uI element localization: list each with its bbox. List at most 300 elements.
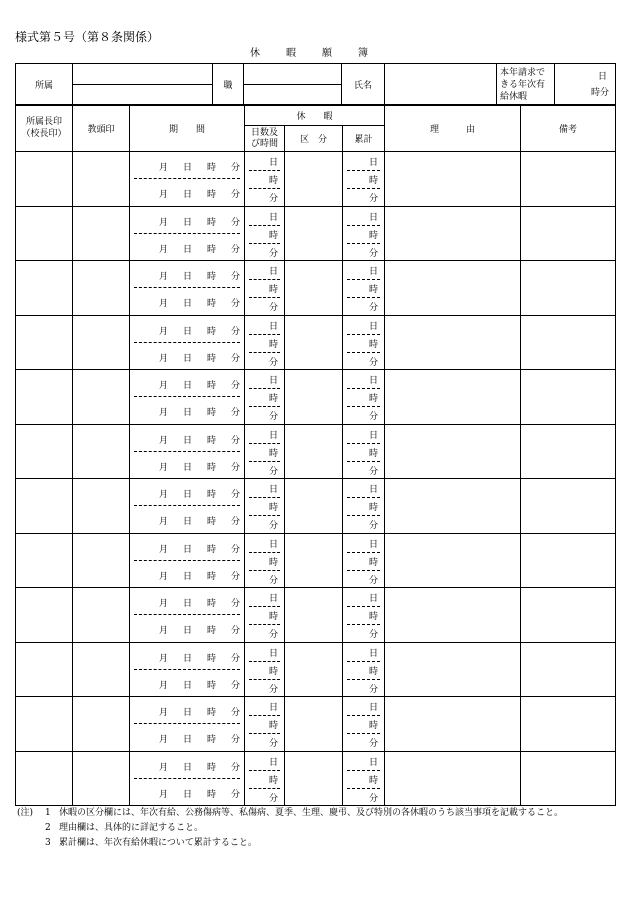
date-unit-label: 日 xyxy=(182,599,192,609)
period-start xyxy=(144,324,240,337)
period-end xyxy=(144,514,240,527)
date-unit-label: 時 xyxy=(206,326,216,337)
days-hours-cell[interactable] xyxy=(245,424,285,479)
dashed-divider xyxy=(249,497,280,498)
date-unit-label: 日 xyxy=(182,408,192,418)
category-cell[interactable] xyxy=(285,533,343,588)
date-unit-label: 時 xyxy=(206,708,216,718)
principal-seal-cell[interactable] xyxy=(16,315,73,370)
reason-cell[interactable] xyxy=(385,424,521,479)
quantity-unit-label: 日 xyxy=(268,321,278,332)
date-unit-label: 時 xyxy=(206,272,216,282)
quantity-unit-label: 分 xyxy=(268,793,278,804)
dashed-divider xyxy=(134,233,240,234)
reason-cell[interactable] xyxy=(385,479,521,534)
date-unit-label: 分 xyxy=(230,517,240,527)
dashed-divider xyxy=(249,606,280,607)
name-label: 氏名 xyxy=(342,64,385,106)
reason-header: 理 由 xyxy=(385,105,521,152)
date-unit-label: 分 xyxy=(230,626,240,636)
principal-seal-cell[interactable] xyxy=(16,533,73,588)
remarks-cell[interactable] xyxy=(521,751,616,806)
date-unit-label: 日 xyxy=(182,571,192,582)
date-unit-label: 日 xyxy=(182,163,192,173)
dashed-divider xyxy=(249,352,280,353)
principal-seal-cell[interactable] xyxy=(16,424,73,479)
date-unit-label: 分 xyxy=(230,735,240,745)
days-hours-cell[interactable] xyxy=(245,206,285,261)
date-unit-label: 分 xyxy=(230,326,240,337)
remarks-cell[interactable] xyxy=(521,424,616,479)
quantity-unit-label: 時 xyxy=(369,721,379,731)
dashed-divider xyxy=(347,515,380,516)
date-unit-label: 月 xyxy=(158,626,168,636)
date-unit-label: 日 xyxy=(182,326,192,337)
period-start xyxy=(144,269,240,282)
period-start xyxy=(144,215,240,228)
category-cell[interactable] xyxy=(285,588,343,643)
quantity-unit-label: 時 xyxy=(369,775,379,786)
days-hours-cell[interactable] xyxy=(245,533,285,588)
cumulative-cell[interactable] xyxy=(343,206,385,261)
principal-seal-header-line: （校長印） xyxy=(21,129,67,139)
category-cell[interactable] xyxy=(285,751,343,806)
period-end xyxy=(144,623,240,636)
category-cell[interactable] xyxy=(285,479,343,534)
period-cell[interactable] xyxy=(130,315,245,370)
position-field-bottom[interactable] xyxy=(244,85,342,106)
date-unit-label: 時 xyxy=(206,299,216,309)
position-field-top[interactable] xyxy=(244,64,342,85)
date-unit-label: 日 xyxy=(182,708,192,718)
date-unit-label: 月 xyxy=(158,408,168,418)
quantity-unit-label: 分 xyxy=(268,575,278,586)
period-start xyxy=(144,487,240,500)
date-unit-label: 月 xyxy=(158,571,168,582)
head-seal-cell[interactable] xyxy=(73,642,130,697)
dashed-divider xyxy=(134,451,240,452)
quantity-unit-label: 時 xyxy=(268,176,278,186)
period-cell[interactable] xyxy=(130,152,245,207)
category-cell[interactable] xyxy=(285,697,343,752)
quantity-unit-label: 日 xyxy=(268,267,278,277)
dashed-divider xyxy=(347,788,380,789)
quantity-unit-label: 日 xyxy=(369,267,379,277)
dashed-divider xyxy=(347,188,380,189)
dashed-divider xyxy=(347,606,380,607)
period-end xyxy=(144,351,240,364)
days-hours-cell[interactable] xyxy=(245,370,285,425)
principal-seal-cell[interactable] xyxy=(16,697,73,752)
category-cell[interactable] xyxy=(285,370,343,425)
dashed-divider xyxy=(347,352,380,353)
principal-seal-cell[interactable] xyxy=(16,152,73,207)
position-label: 職 xyxy=(213,64,244,106)
cumulative-cell[interactable] xyxy=(343,533,385,588)
principal-seal-cell[interactable] xyxy=(16,370,73,425)
principal-seal-cell[interactable] xyxy=(16,206,73,261)
period-start xyxy=(144,433,240,446)
period-start xyxy=(144,378,240,391)
leave-record-row xyxy=(16,261,616,316)
reason-cell[interactable] xyxy=(385,370,521,425)
quantity-unit-label: 分 xyxy=(369,248,379,259)
dashed-divider xyxy=(249,225,280,226)
affiliation-field-top[interactable] xyxy=(73,64,213,85)
quantity-unit-label: 分 xyxy=(268,521,278,531)
date-unit-label: 分 xyxy=(230,653,240,664)
date-unit-label: 時 xyxy=(206,163,216,173)
date-unit-label: 分 xyxy=(230,408,240,418)
quantity-unit-label: 分 xyxy=(268,684,278,695)
remarks-cell[interactable] xyxy=(521,206,616,261)
leave-record-row xyxy=(16,588,616,643)
remarks-cell[interactable] xyxy=(521,261,616,316)
date-unit-label: 時 xyxy=(206,735,216,745)
category-cell[interactable] xyxy=(285,424,343,479)
dashed-divider xyxy=(347,243,380,244)
principal-seal-header-line: 所属長印 xyxy=(25,117,62,127)
head-seal-cell[interactable] xyxy=(73,152,130,207)
reason-cell[interactable] xyxy=(385,206,521,261)
date-unit-label: 分 xyxy=(230,762,240,773)
remarks-cell[interactable] xyxy=(521,588,616,643)
quantity-unit-label: 日 xyxy=(268,430,278,441)
date-unit-label: 分 xyxy=(230,217,240,228)
cumulative-cell[interactable] xyxy=(343,370,385,425)
days-hours-cell[interactable] xyxy=(245,479,285,534)
period-cell[interactable] xyxy=(130,751,245,806)
quantity-unit-label: 日 xyxy=(369,321,379,332)
cumulative-cell[interactable] xyxy=(343,751,385,806)
head-seal-cell[interactable] xyxy=(73,588,130,643)
reason-cell[interactable] xyxy=(385,697,521,752)
quantity-unit-label: 分 xyxy=(369,739,379,749)
head-seal-cell[interactable] xyxy=(73,479,130,534)
dashed-divider xyxy=(249,188,280,189)
quantity-unit-label: 日 xyxy=(369,648,379,659)
category-cell[interactable] xyxy=(285,152,343,207)
title-char: 願 xyxy=(322,48,332,59)
date-unit-label: 分 xyxy=(230,299,240,309)
cumulative-header: 累計 xyxy=(343,126,385,152)
date-unit-label: 時 xyxy=(206,190,216,200)
date-unit-label: 分 xyxy=(230,599,240,609)
cumulative-cell[interactable] xyxy=(343,424,385,479)
period-start xyxy=(144,705,240,718)
affiliation-label: 所属 xyxy=(16,64,73,106)
period-start xyxy=(144,542,240,555)
quantity-unit-label: 時 xyxy=(369,612,379,622)
date-unit-label: 分 xyxy=(230,190,240,200)
date-unit-label: 月 xyxy=(158,762,168,773)
principal-seal-header xyxy=(16,105,73,152)
cumulative-cell[interactable] xyxy=(343,642,385,697)
quantity-unit-label: 分 xyxy=(369,521,379,531)
quantity-unit-label: 分 xyxy=(369,575,379,586)
quantity-unit-label: 時 xyxy=(268,448,278,459)
quantity-unit-label: 日 xyxy=(369,158,379,168)
date-unit-label: 分 xyxy=(230,244,240,255)
note-number: 1 xyxy=(45,808,51,818)
head-seal-cell[interactable] xyxy=(73,206,130,261)
cumulative-cell[interactable] xyxy=(343,479,385,534)
quantity-unit-label: 日 xyxy=(268,703,278,713)
dashed-divider xyxy=(134,287,240,288)
quantity-unit-label: 分 xyxy=(268,194,278,204)
quantity-unit-label: 日 xyxy=(369,376,379,386)
date-unit-label: 日 xyxy=(182,190,192,200)
dashed-divider xyxy=(249,552,280,553)
dashed-divider xyxy=(249,243,280,244)
date-unit-label: 時 xyxy=(206,381,216,391)
dashed-divider xyxy=(347,733,380,734)
name-field[interactable] xyxy=(385,64,497,106)
principal-seal-cell[interactable] xyxy=(16,751,73,806)
leave-record-row xyxy=(16,479,616,534)
dashed-divider xyxy=(134,723,240,724)
days-hours-header-line: び時間 xyxy=(250,138,278,149)
head-seal-cell[interactable] xyxy=(73,370,130,425)
period-cell[interactable] xyxy=(130,261,245,316)
date-unit-label: 月 xyxy=(158,680,168,691)
dashed-divider xyxy=(347,570,380,571)
date-unit-label: 日 xyxy=(182,789,192,800)
date-unit-label: 月 xyxy=(158,708,168,718)
dashed-divider xyxy=(249,170,280,171)
principal-seal-cell[interactable] xyxy=(16,479,73,534)
quantity-unit-label: 時 xyxy=(268,612,278,622)
date-unit-label: 時 xyxy=(206,789,216,800)
days-hours-header-line: 日数及 xyxy=(250,127,278,138)
quantity-unit-label: 日 xyxy=(369,703,379,713)
cumulative-cell[interactable] xyxy=(343,697,385,752)
head-seal-cell[interactable] xyxy=(73,261,130,316)
remarks-cell[interactable] xyxy=(521,642,616,697)
quantity-unit-label: 日 xyxy=(268,485,278,495)
quantity-unit-label: 時 xyxy=(369,339,379,350)
dashed-divider xyxy=(249,279,280,280)
reason-cell[interactable] xyxy=(385,315,521,370)
title-char: 簿 xyxy=(358,48,368,59)
quantity-unit-label: 分 xyxy=(268,412,278,422)
leave-record-row xyxy=(16,642,616,697)
period-header: 期 間 xyxy=(130,105,245,152)
period-start xyxy=(144,760,240,773)
date-unit-label: 日 xyxy=(182,735,192,745)
quantity-unit-label: 時 xyxy=(268,339,278,350)
dashed-divider xyxy=(347,552,380,553)
period-start xyxy=(144,596,240,609)
period-end xyxy=(144,732,240,745)
days-hours-cell[interactable] xyxy=(245,315,285,370)
period-cell[interactable] xyxy=(130,370,245,425)
dashed-divider xyxy=(134,614,240,615)
quantity-unit-label: 時 xyxy=(268,557,278,568)
date-unit-label: 日 xyxy=(182,626,192,636)
date-unit-label: 分 xyxy=(230,272,240,282)
dashed-divider xyxy=(347,170,380,171)
note-text: 休暇の区分欄には、年次有給、公務傷病等、私傷病、夏季、生理、慶弔、及び特別の各休暇のうち該当事項を記載すること。 xyxy=(59,808,564,818)
dashed-divider xyxy=(134,505,240,506)
period-cell[interactable] xyxy=(130,533,245,588)
dashed-divider xyxy=(347,388,380,389)
remarks-cell[interactable] xyxy=(521,533,616,588)
head-seal-cell[interactable] xyxy=(73,424,130,479)
principal-seal-cell[interactable] xyxy=(16,588,73,643)
dashed-divider xyxy=(347,624,380,625)
remarks-header: 備考 xyxy=(521,105,616,152)
quantity-unit-label: 時 xyxy=(268,666,278,677)
head-seal-cell[interactable] xyxy=(73,315,130,370)
days-hours-cell[interactable] xyxy=(245,588,285,643)
date-unit-label: 分 xyxy=(230,490,240,500)
date-unit-label: 日 xyxy=(182,653,192,664)
leave-record-table xyxy=(15,104,616,806)
period-cell[interactable] xyxy=(130,588,245,643)
category-cell[interactable] xyxy=(285,206,343,261)
date-unit-label: 時 xyxy=(206,462,216,473)
date-unit-label: 月 xyxy=(158,163,168,173)
cumulative-cell[interactable] xyxy=(343,261,385,316)
annual-leave-label-line: きる年次有 xyxy=(500,79,546,90)
dashed-divider xyxy=(249,624,280,625)
head-seal-cell[interactable] xyxy=(73,751,130,806)
annual-leave-value[interactable] xyxy=(555,64,616,106)
quantity-unit-label: 分 xyxy=(369,793,379,804)
remarks-cell[interactable] xyxy=(521,315,616,370)
date-unit-label: 日 xyxy=(182,680,192,691)
days-hours-cell[interactable] xyxy=(245,642,285,697)
date-unit-label: 月 xyxy=(158,462,168,473)
quantity-unit-label: 日 xyxy=(268,212,278,223)
dashed-divider xyxy=(347,770,380,771)
period-end xyxy=(144,405,240,418)
quantity-unit-label: 時 xyxy=(268,285,278,295)
dashed-divider xyxy=(347,334,380,335)
date-unit-label: 月 xyxy=(158,490,168,500)
dashed-divider xyxy=(249,770,280,771)
quantity-unit-label: 時 xyxy=(369,448,379,459)
date-unit-label: 月 xyxy=(158,517,168,527)
days-hours-cell[interactable] xyxy=(245,261,285,316)
head-seal-cell[interactable] xyxy=(73,697,130,752)
category-cell[interactable] xyxy=(285,261,343,316)
quantity-unit-label: 時 xyxy=(268,503,278,513)
notes-prefix: (注) xyxy=(17,808,34,818)
period-cell[interactable] xyxy=(130,479,245,534)
date-unit-label: 時 xyxy=(206,435,216,446)
date-unit-label: 分 xyxy=(230,163,240,173)
quantity-unit-label: 分 xyxy=(369,684,379,695)
dashed-divider xyxy=(347,661,380,662)
dashed-divider xyxy=(347,406,380,407)
head-seal-cell[interactable] xyxy=(73,533,130,588)
date-unit-label: 時 xyxy=(206,680,216,691)
date-unit-label: 月 xyxy=(158,435,168,446)
title-char: 暇 xyxy=(286,48,296,59)
document-title xyxy=(250,44,368,59)
period-cell[interactable] xyxy=(130,424,245,479)
reason-cell[interactable] xyxy=(385,588,521,643)
dashed-divider xyxy=(249,570,280,571)
principal-seal-cell[interactable] xyxy=(16,261,73,316)
days-hours-cell[interactable] xyxy=(245,697,285,752)
dashed-divider xyxy=(249,715,280,716)
principal-seal-cell[interactable] xyxy=(16,642,73,697)
quantity-unit-label: 時 xyxy=(369,176,379,186)
period-end xyxy=(144,569,240,582)
quantity-unit-label: 日 xyxy=(268,376,278,386)
remarks-cell[interactable] xyxy=(521,370,616,425)
dashed-divider xyxy=(249,443,280,444)
quantity-unit-label: 時 xyxy=(268,775,278,786)
category-cell[interactable] xyxy=(285,315,343,370)
quantity-unit-label: 日 xyxy=(369,539,379,550)
quantity-unit-label: 分 xyxy=(369,466,379,477)
quantity-unit-label: 時 xyxy=(369,557,379,568)
reason-cell[interactable] xyxy=(385,533,521,588)
head-seal-header: 教頭印 xyxy=(73,105,130,152)
date-unit-label: 分 xyxy=(230,789,240,800)
dashed-divider xyxy=(249,388,280,389)
quantity-unit-label: 日 xyxy=(268,648,278,659)
leave-record-row xyxy=(16,152,616,207)
quantity-unit-label: 日 xyxy=(369,485,379,495)
quantity-unit-label: 分 xyxy=(369,194,379,204)
quantity-unit-label: 日 xyxy=(369,594,379,604)
affiliation-field-bottom[interactable] xyxy=(73,85,213,106)
remarks-cell[interactable] xyxy=(521,697,616,752)
dashed-divider xyxy=(347,279,380,280)
date-unit-label: 時 xyxy=(206,217,216,228)
note-number: 3 xyxy=(45,838,51,848)
cumulative-cell[interactable] xyxy=(343,315,385,370)
annual-min-unit: 分 xyxy=(599,87,609,98)
reason-cell[interactable] xyxy=(385,152,521,207)
date-unit-label: 時 xyxy=(206,244,216,255)
period-cell[interactable] xyxy=(130,206,245,261)
reason-cell[interactable] xyxy=(385,642,521,697)
quantity-unit-label: 分 xyxy=(369,303,379,313)
date-unit-label: 月 xyxy=(158,244,168,255)
remarks-cell[interactable] xyxy=(521,479,616,534)
cumulative-cell[interactable] xyxy=(343,152,385,207)
reason-cell[interactable] xyxy=(385,261,521,316)
days-hours-cell[interactable] xyxy=(245,152,285,207)
reason-cell[interactable] xyxy=(385,751,521,806)
date-unit-label: 月 xyxy=(158,299,168,309)
quantity-unit-label: 時 xyxy=(369,230,379,241)
remarks-cell[interactable] xyxy=(521,152,616,207)
date-unit-label: 月 xyxy=(158,544,168,555)
quantity-unit-label: 分 xyxy=(268,357,278,368)
days-hours-cell[interactable] xyxy=(245,751,285,806)
date-unit-label: 日 xyxy=(182,217,192,228)
dashed-divider xyxy=(134,178,240,179)
period-cell[interactable] xyxy=(130,697,245,752)
period-start xyxy=(144,160,240,173)
category-cell[interactable] xyxy=(285,642,343,697)
annual-hour-unit: 時 xyxy=(590,87,600,98)
date-unit-label: 日 xyxy=(182,353,192,364)
period-cell[interactable] xyxy=(130,642,245,697)
cumulative-cell[interactable] xyxy=(343,588,385,643)
date-unit-label: 分 xyxy=(230,435,240,446)
period-end xyxy=(144,460,240,473)
leave-record-row xyxy=(16,370,616,425)
dashed-divider xyxy=(347,461,380,462)
